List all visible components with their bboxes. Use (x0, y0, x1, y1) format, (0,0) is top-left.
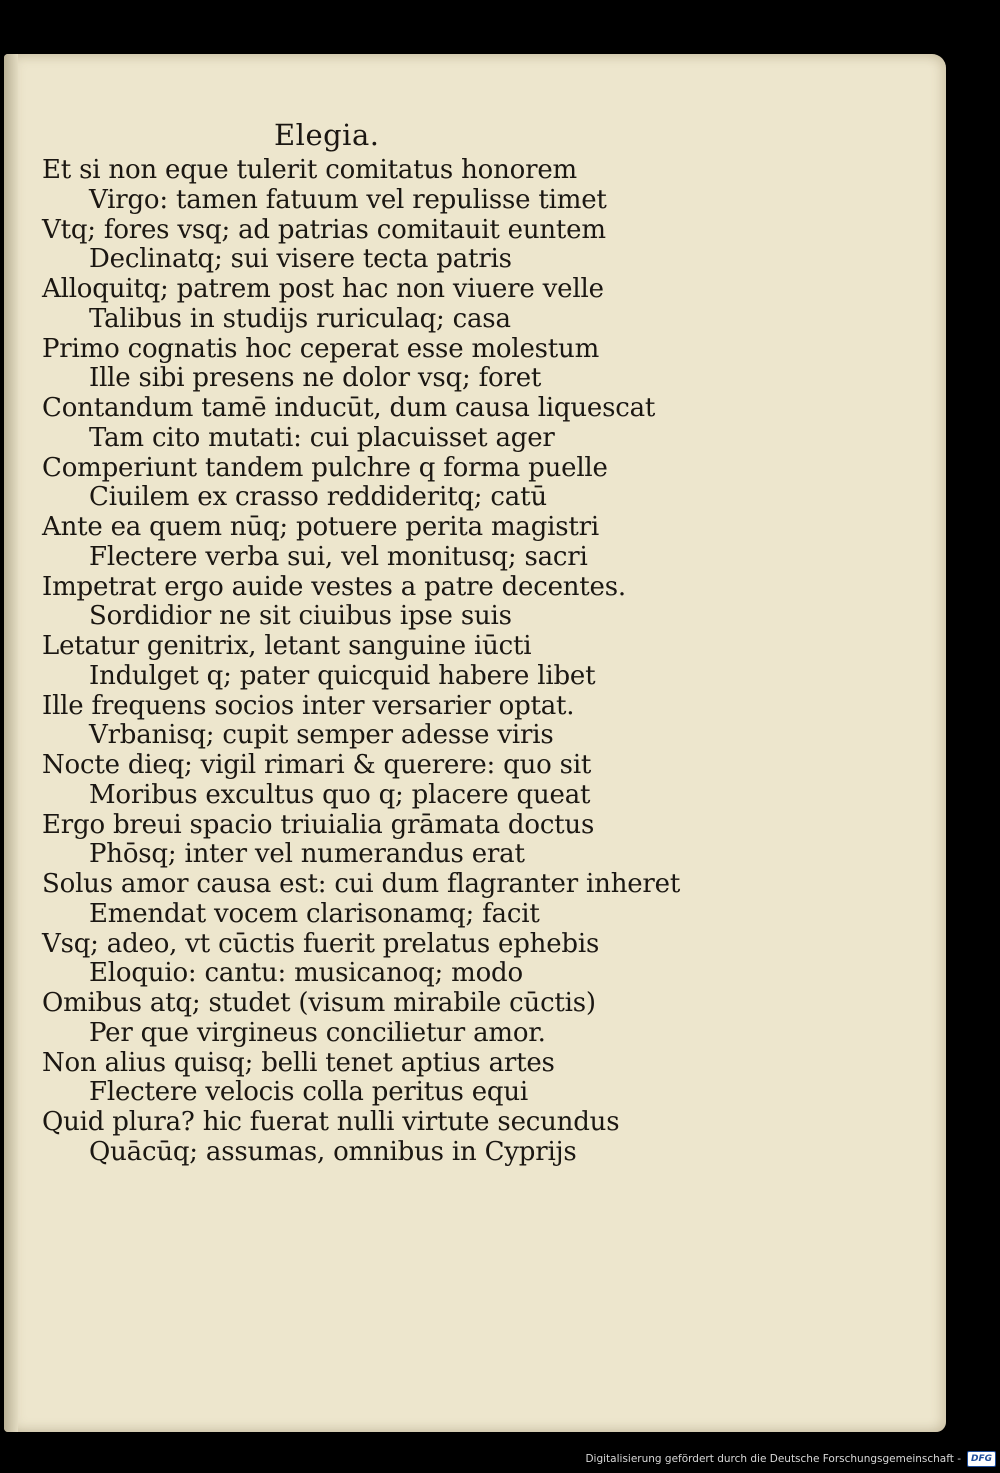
footer-credit (585, 1451, 996, 1467)
footer-credit-text: Digitalisierung gefördert durch die Deutsche Forschungsgemeinschaft - (585, 1453, 961, 1465)
verse-line: Letatur genitrix, letant sanguine iūcti (42, 631, 532, 661)
verse-line: Declinatq; sui visere tecta patris (89, 244, 512, 275)
verse-line: Talibus in studijs ruriculaq; casa (89, 303, 511, 334)
verse-line: Flectere velocis colla peritus equi (89, 1077, 529, 1108)
verse-line: Ille sibi presens ne dolor vsq; foret (89, 363, 542, 394)
dfg-logo: DFG (967, 1451, 996, 1467)
verse-line: Moribus excultus quo q; placere queat (89, 779, 591, 810)
verse-line: Sordidior ne sit ciuibus ipse suis (89, 601, 512, 632)
verse-line: Comperiunt tandem pulchre q forma puelle (42, 452, 608, 483)
verse-line: Et si non eque tulerit comitatus honorem (42, 155, 578, 185)
verse-line: Flectere verba sui, vel monitusq; sacri (89, 541, 588, 572)
verse-line: Solus amor causa est: cui dum flagranter inheret (42, 869, 681, 899)
verse-line: Virgo: tamen fatuum vel repulisse timet (89, 184, 607, 215)
verse-line: Phōsq; inter vel numerandus erat (89, 839, 525, 870)
verse-line: Indulget q; pater quicquid habere libet (89, 660, 596, 691)
verse-line: Tam cito mutati: cui placuisset ager (89, 422, 555, 453)
verse-line: Eloquio: cantu: musicanoq; modo (89, 958, 523, 989)
verse-line: Ille frequens socios inter versarier optat. (42, 690, 575, 721)
verse-line: Vsq; adeo, vt cūctis fuerit prelatus ephebis (42, 928, 600, 959)
verse-line: Nocte dieq; vigil rimari & querere: quo sit (42, 750, 592, 780)
verse-line: Omibus atq; studet (visum mirabile cūctis) (42, 988, 596, 1018)
verse-line: Vrbanisq; cupit semper adesse viris (89, 720, 554, 751)
verse-text (42, 156, 680, 1168)
verse-line: Alloquitq; patrem post hac non viuere velle (42, 274, 604, 304)
verse-line: Quācūq; assumas, omnibus in Cyprijs (89, 1136, 577, 1167)
verse-line: Emendat vocem clarisonamq; facit (89, 898, 540, 929)
verse-line: Non alius quisq; belli tenet aptius artes (42, 1047, 555, 1078)
verse-line: Ergo breui spacio triuialia grāmata doctus (42, 809, 595, 840)
verse-line: Quid plura? hic fuerat nulli virtute secundus (42, 1107, 620, 1137)
verse-line: Primo cognatis hoc ceperat esse molestum (42, 333, 600, 364)
verse-line: Ante ea quem nūq; potuere perita magistri (42, 512, 600, 542)
verse-line: Vtq; fores vsq; ad patrias comitauit euntem (42, 214, 606, 245)
verse-line: Impetrat ergo auide vestes a patre decentes. (42, 571, 626, 602)
verse-line: Contandum tamē inducūt, dum causa liquescat (42, 393, 656, 423)
page-heading: Elegia. (274, 118, 380, 152)
verse-line: Ciuilem ex crasso reddideritq; catū (89, 482, 547, 513)
verse-line: Per que virgineus concilietur amor. (89, 1017, 546, 1048)
page-gutter (4, 54, 18, 1432)
